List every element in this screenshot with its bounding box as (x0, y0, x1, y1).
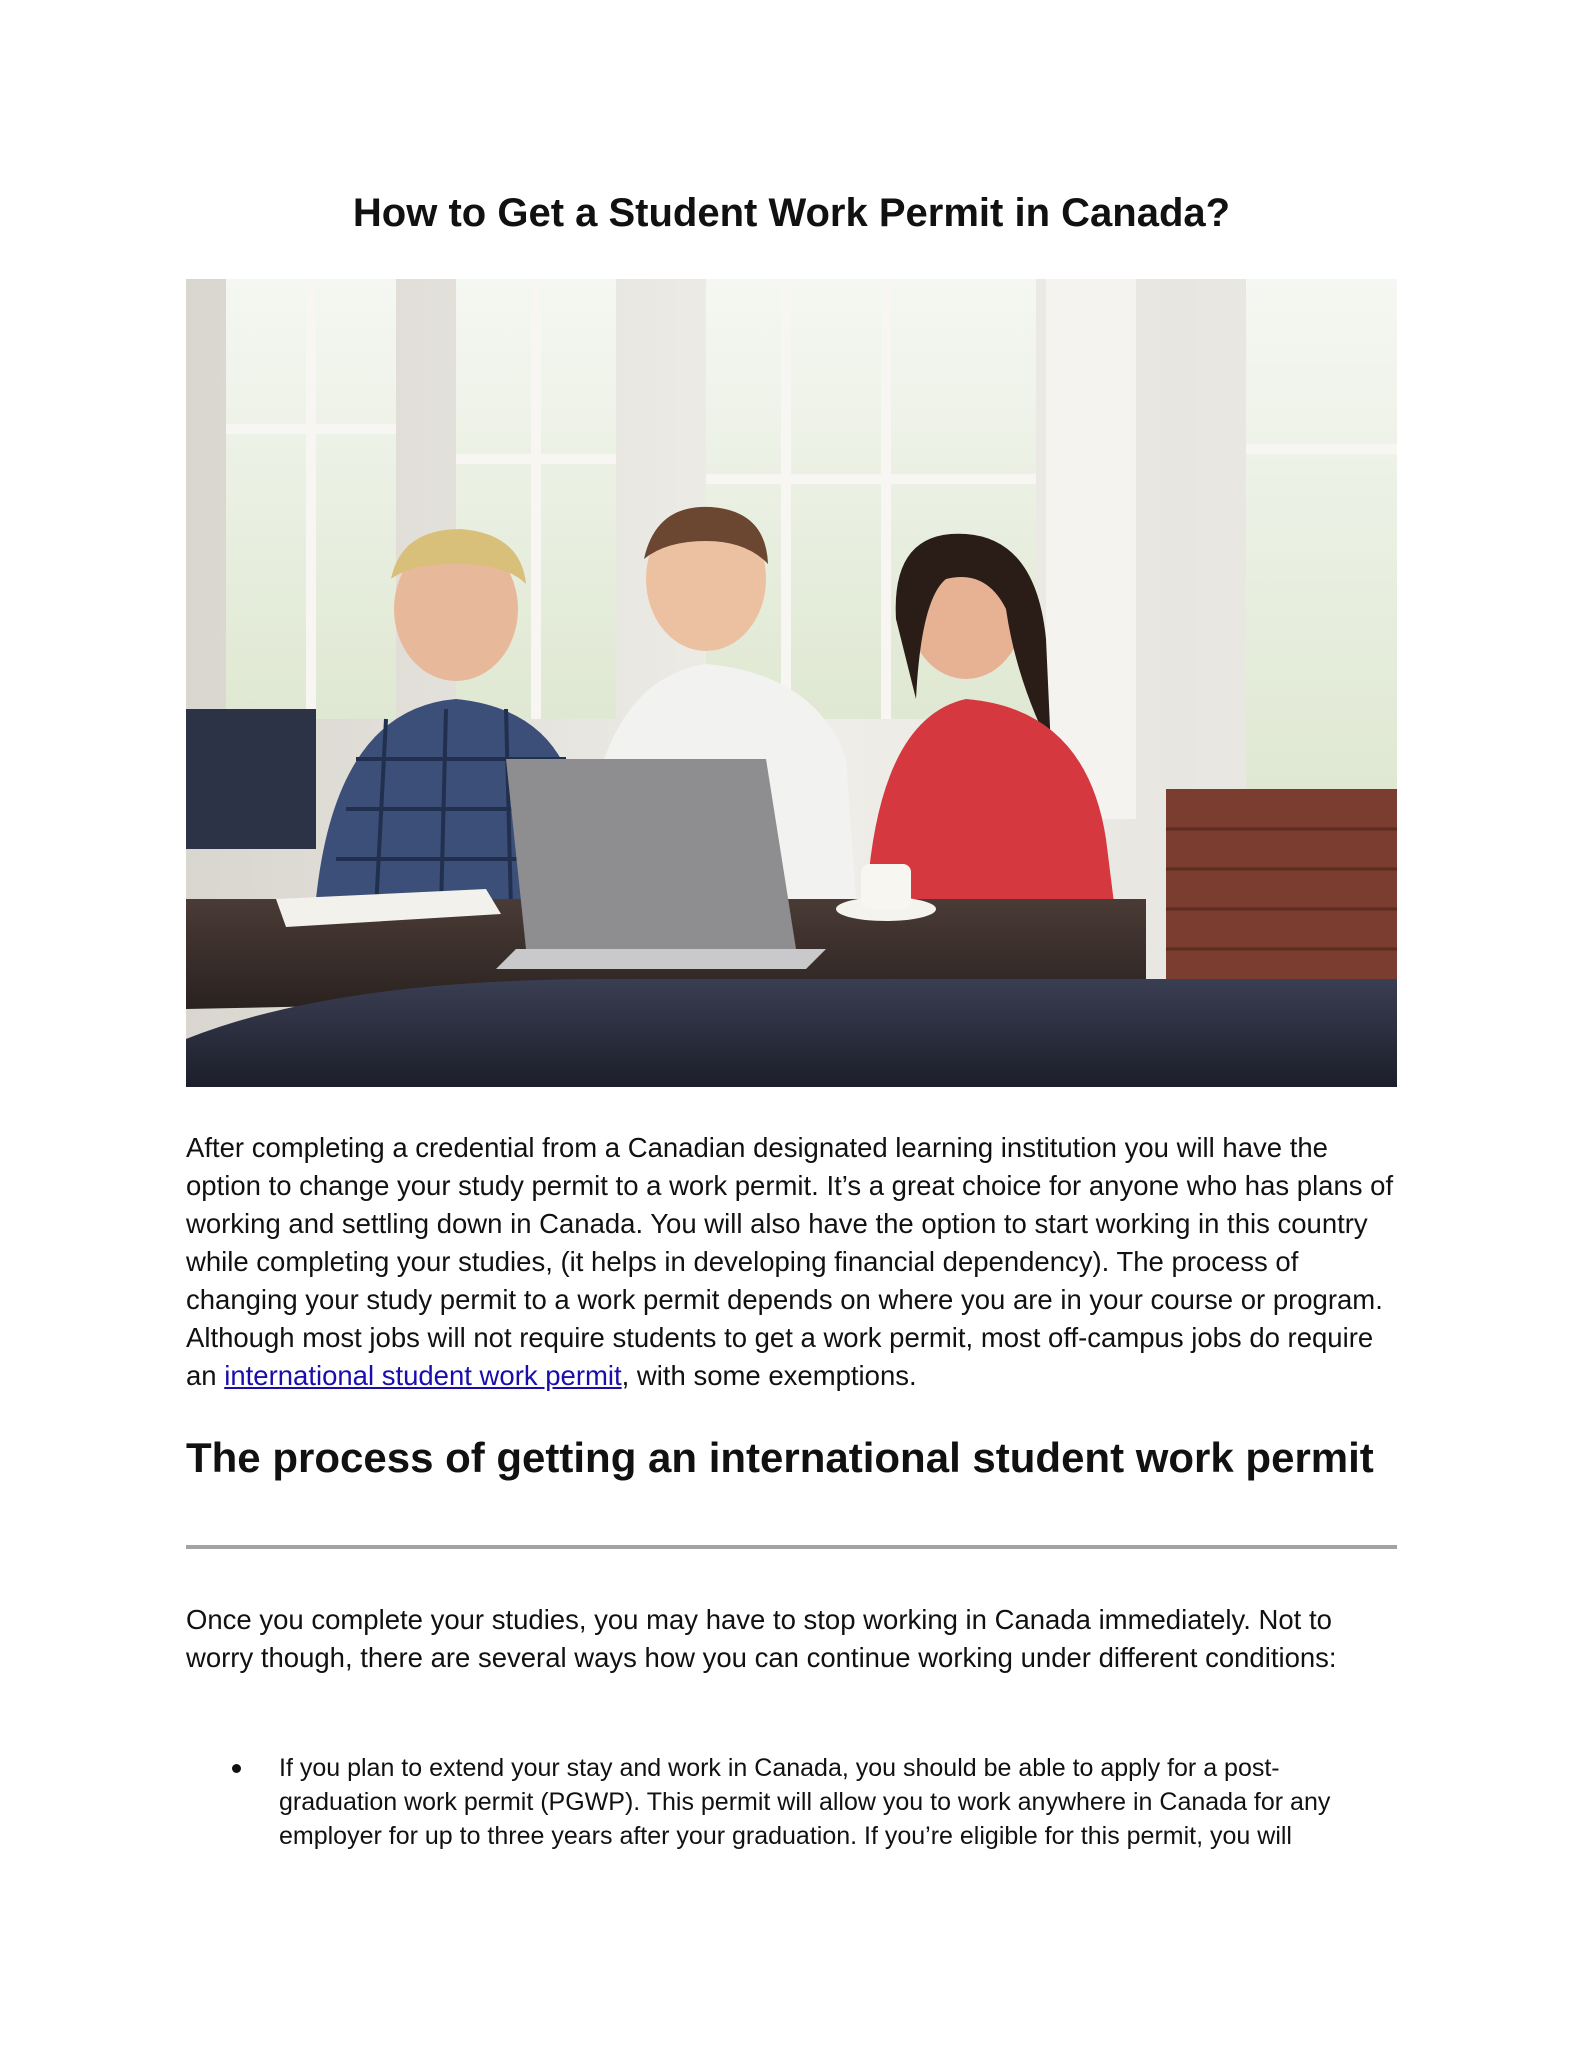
international-student-work-permit-link[interactable]: international student work permit (224, 1360, 622, 1391)
list-item (186, 1751, 1397, 1853)
bullet-list (186, 1751, 1397, 1853)
intro-text-before-link: After completing a credential from a Canadian designated learning institution you will have the option to change your study permit to a work permit. It’s a great choice for anyone who has plans of working and settling down in Canada. You will also have the option to start working in this country while completing your studies, (it helps in developing financial dependency). The process of changing your study permit to a work permit depends on where you are in your course or program. Although most jobs will not require students to get a work permit, most off-campus jobs do require an (186, 1132, 1394, 1391)
section-heading: The process of getting an international student work permit (186, 1434, 1374, 1481)
section-paragraph: Once you complete your studies, you may have to stop working in Canada immediately. Not to worry though, there are several ways how you can continue working under different conditions: (186, 1604, 1337, 1673)
bullet-icon (232, 1764, 241, 1773)
page-title: How to Get a Student Work Permit in Canada? (352, 191, 1231, 235)
intro-paragraph (186, 1129, 1401, 1395)
horizontal-divider (186, 1545, 1397, 1549)
photo-students-with-laptop-icon (186, 279, 1397, 1087)
list-item-text: If you plan to extend your stay and work in Canada, you should be able to apply for a post-graduation work permit (PGWP). This permit will allow you to work anywhere in Canada for any employer for up to three years after your graduation. If you’re eligible for this permit, you will (279, 1754, 1331, 1850)
intro-text-after-link: , with some exemptions. (621, 1360, 917, 1391)
hero-image (186, 279, 1397, 1087)
